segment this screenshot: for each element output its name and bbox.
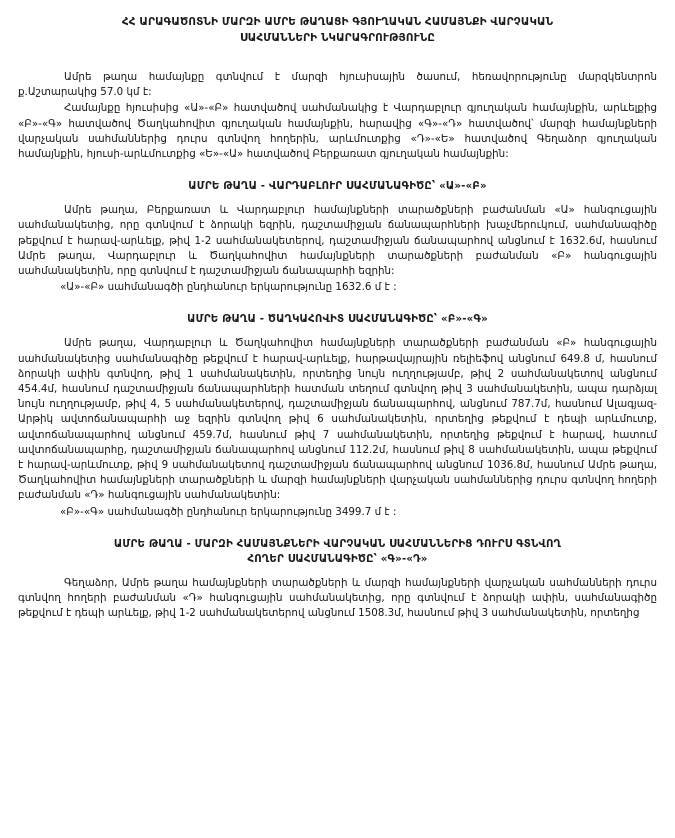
intro-paragraph-2: Համայնքը հյուսիսից «Ա»-«Բ» հատվածով սահմանակից է Վարդաբլուր գյուղական համայնքին, արևելքից «Բ»-«Գ» հատվածով Ծաղկահովիտ գյուղական համայնքին, հարավից «Գ»-«Դ» հատվածով՝ մարզի համայնքների վարչական սահմաններից դուրս գտնվող հողերին, արևմուտքից «Դ»-«Ե» հատվածով Գեղաձոր գյուղական համայնքին, հյուսի-արևմուտքից «Ե»-«Ա» հատվածով Բերքառատ գյուղական համայնքին: (18, 102, 657, 161)
intro-paragraph-1: Ամրե թաղա համայնքը գտնվում է մարզի հյուսիսային ծասում, հեռավորությունը մարզկենտրոն ք.Աշտարակից 57.0 կմ է: (18, 71, 657, 99)
section-2-paragraph: Ամրե թաղա, Վարդաբլուր և Ծաղկահովիտ համայնքների տարածքների բաժանման «Բ» հանգուցային սահմանակետից սահմանագիծը թեքվում է հարավ-արևելք, հարթավայրային ռելիեֆով անցնում 649.8 մ, հասնում ձորակի ափին գտնվող, թիվ 1 սահմանակետին, որտեղից նույն ուղղությամբ, թիվ 2 սահմանակետով անցնում 454.4մ, հասնում դաշտամիջյան ճանապարհների հատման տեղում գտնվող թիվ 3 սահմանակետին, ապա դարձյալ նույն ուղղությամբ, թիվ 4, 5 սահմանակետերով, դաշտամիջյան ճանապարհով, անցնում 787.7մ, հասնում Ալագյազ-Արթիկ ավտոճանապարհի աջ եզրին գտնվող թիվ 6 սահմանակետին, որտեղից թեքվում է դեպի արևմուտք, ավտոճանապարհով անցնում 459.7մ, հասնում թիվ 7 սահմանակետին, որտեղից թեքվում է հարավ, հատում ավտոճանապարհը, դաշտամիջյան ճանապարհով անցնում 112.2մ, հասնում թիվ 8 սահմանակետին, ապա թեքվում է հարավ-արևմուտք, թիվ 9 սահմանակետով դաշտամիջյան ճանապարհով անցնում 1036.8մ, հասնում Ամրե թաղա, Ծաղկահովիտ համայնքների տարածքների և մարզի համայնքների վարչական սահմաններից դուրս գտնվող հողերի բաժանման «Դ» հանգուցային սահմանակետին: (18, 337, 657, 502)
section-heading-2 (18, 312, 657, 327)
title-spacer (18, 46, 657, 70)
section-heading-3 (18, 537, 657, 567)
section-heading-2-text: ԱՄՐԵ ԹԱՂԱ - ԾԱՂԿԱՀՈՎԻՏ ՍԱՀՄԱՆԱԳԻԾԸ՝ «Բ»-«Գ» (187, 314, 488, 326)
document-title-line-2: ՍԱՀՄԱՆՆԵՐԻ ՆԿԱՐԱԳՐՈՒԹՅՈՒՆԸ (240, 32, 435, 44)
section-heading-1-text: ԱՄՐԵ ԹԱՂԱ - ՎԱՐԴԱԲԼՈՒՐ ՍԱՀՄԱՆԱԳԻԾԸ՝ «Ա»-«Բ» (188, 181, 487, 193)
section-2-summary: «Բ»-«Գ» սահմանագծի ընդհանուր երկարությունը 3499.7 մ է : (60, 505, 397, 518)
section-3-paragraph: Գեղաձոր, Ամրե թաղա համայնքների տարածքների և մարզի համայնքների վարչական սահմանների դուրս գտնվող հողերի բաժանման «Դ» հանգուցային սահմանակետից, որը գտնվում է ձորակի ափին, սահմանագիծը թեքվում է դեպի արևելք, թիվ 1-2 սահմանակետերով անցնում 1508.3մ, հասնում թիվ 3 սահմանակետին, որտեղից (18, 576, 657, 620)
section-heading-1 (18, 179, 657, 194)
document-title (18, 14, 657, 46)
section-heading-3-line-2: ՀՈՂԵՐ ՍԱՀՄԱՆԱԳԻԾԸ՝ «Գ»-«Դ» (247, 553, 428, 565)
document-title-line-1: ՀՀ ԱՐԱԳԱԾՈՏՆԻ ՄԱՐԶԻ ԱՄՐԵ ԹԱՂԱՑԻ ԳՅՈՒՂԱԿԱՆ ՀԱՄԱՅՆՔԻ ՎԱՐՉԱԿԱՆ (121, 16, 554, 28)
section-1-paragraph: Ամրե թաղա, Բերքառատ և Վարդաբլուր համայնքների տարածքների բաժանման «Ա» հանգուցային սահմանակետից, որը գտնվում է ձորակի եզրին, դաշտամիջյան ճանապարհների խաչմերուկում, սահմանագիծը թեքվում է հարավ-արևելք, թիվ 1-2 սահմանակետերով, դաշտամիջյան ճանապարհով անցնում է 1632.6մ, հասնում Ամրե թաղա, Վարդաբլուր և Ծաղկահովիտ համայնքների տարածքների բաժանման «Բ» հանգուցային սահմանակետին, որը գտնվում է դաշտամիջյան ճանապարհի եզրին: (18, 204, 657, 278)
section-heading-3-line-1: ԱՄՐԵ ԹԱՂԱ - ՄԱՐԶԻ ՀԱՄԱՅՆՔՆԵՐԻ ՎԱՐՉԱԿԱՆ ՍԱՀՄԱՆՆԵՐԻՑ ԴՈՒՐՍ ԳՏՆՎՈՂ (113, 538, 562, 550)
section-1-summary: «Ա»-«Բ» սահմանագծի ընդհանուր երկարությունը 1632.6 մ է : (60, 281, 397, 294)
